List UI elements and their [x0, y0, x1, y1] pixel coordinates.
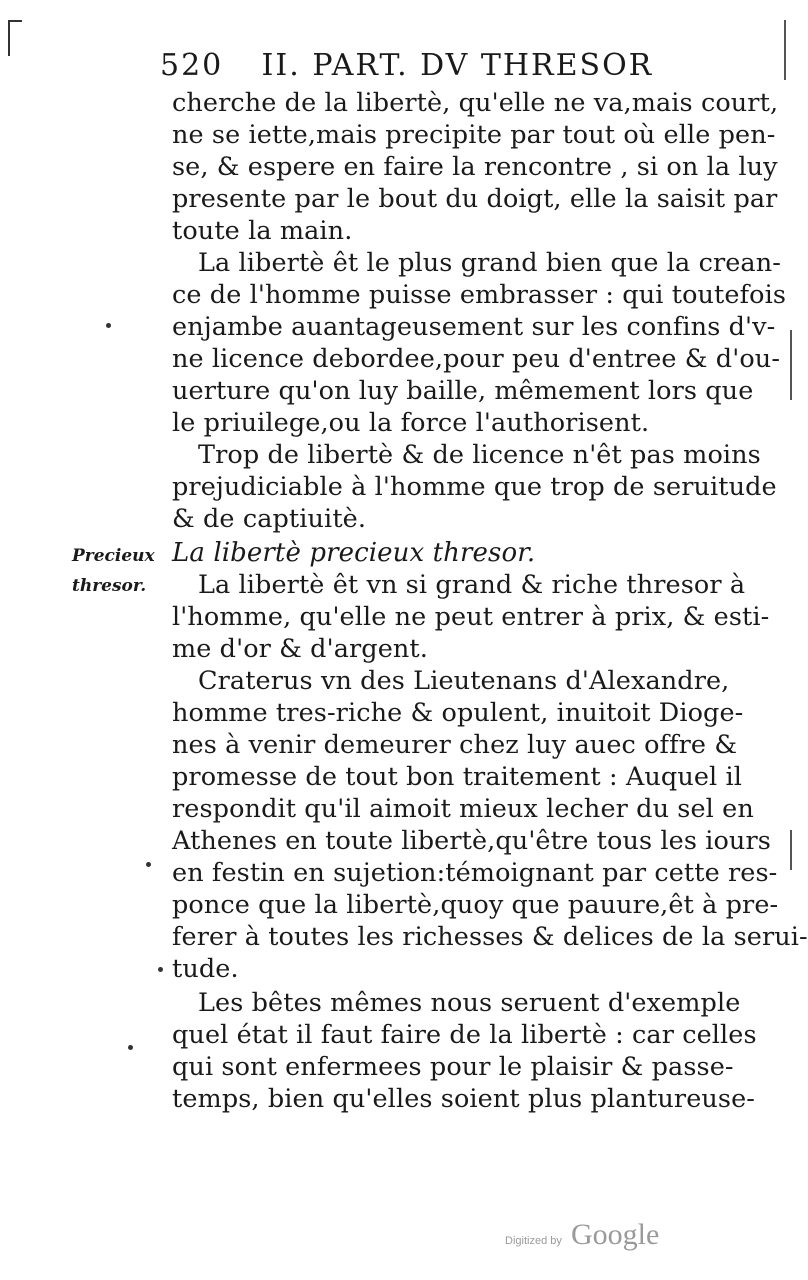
- text-line: enjambe auantageusement sur les confins d'v-: [172, 312, 776, 342]
- text-line: Craterus vn des Lieutenans d'Alexandre,: [198, 666, 730, 696]
- page-number: 520: [160, 48, 224, 83]
- text-line: Les bêtes mêmes nous seruent d'exemple: [198, 988, 741, 1018]
- text-line: ne licence debordee,pour peu d'entree & d'ou-: [172, 344, 781, 374]
- watermark-prefix: Digitized by: [505, 1235, 562, 1247]
- text-line: quel état il faut faire de la libertè : car celles: [172, 1020, 757, 1050]
- text-line: ferer à toutes les richesses & delices de la serui-: [172, 922, 808, 952]
- text-line: ponce que la libertè,quoy que pauure,êt à pre-: [172, 890, 779, 920]
- text-line: le priuilege,ou la force l'authorisent.: [172, 408, 650, 438]
- text-line: ne se iette,mais precipite par tout où elle pen-: [172, 120, 776, 150]
- google-logo: Google: [570, 1218, 660, 1251]
- text-line: en festin en sujetion:témoignant par cette res-: [172, 858, 778, 888]
- section-heading: La libertè precieux thresor.: [172, 538, 536, 568]
- margin-note-line-1: Precieux: [72, 546, 155, 566]
- text-line: toute la main.: [172, 216, 353, 246]
- scan-corner-mark: [8, 20, 22, 56]
- text-line: tude.: [172, 954, 239, 984]
- text-line: me d'or & d'argent.: [172, 634, 428, 664]
- scan-edge-line: [784, 20, 786, 80]
- text-line: homme tres-riche & opulent, inuitoit Dioge-: [172, 698, 744, 728]
- text-line: nes à venir demeurer chez luy auec offre &: [172, 730, 738, 760]
- text-line: Trop de libertè & de licence n'êt pas moins: [198, 440, 761, 470]
- text-line: qui sont enfermees pour le plaisir & passe-: [172, 1052, 734, 1082]
- scan-edge-line: [790, 330, 792, 400]
- text-line: uerture qu'on luy baille, mêmement lors que: [172, 376, 754, 406]
- text-line: l'homme, qu'elle ne peut entrer à prix, & esti-: [172, 602, 770, 632]
- stray-mark: [158, 967, 163, 972]
- stray-mark: [106, 323, 111, 328]
- text-line: respondit qu'il aimoit mieux lecher du sel en: [172, 794, 754, 824]
- digitized-watermark: [505, 1218, 659, 1252]
- text-line: La libertè êt vn si grand & riche thresor à: [198, 570, 746, 600]
- margin-note-line-2: thresor.: [72, 576, 147, 596]
- stray-mark: [146, 862, 151, 867]
- stray-mark: [128, 1045, 133, 1050]
- text-line: Athenes en toute libertè,qu'être tous les iours: [172, 826, 771, 856]
- scan-edge-line: [790, 830, 792, 870]
- text-line: prejudiciable à l'homme que trop de seruitude: [172, 472, 777, 502]
- text-line: presente par le bout du doigt, elle la saisit par: [172, 184, 778, 214]
- text-line: promesse de tout bon traitement : Auquel il: [172, 762, 743, 792]
- running-title: II. PART. DV THRESOR: [261, 48, 654, 83]
- text-line: cherche de la libertè, qu'elle ne va,mais court,: [172, 88, 779, 118]
- text-line: se, & espere en faire la rencontre , si on la luy: [172, 152, 778, 182]
- text-line: & de captiuitè.: [172, 504, 367, 534]
- running-header: [160, 48, 680, 88]
- text-line: La libertè êt le plus grand bien que la crean-: [198, 248, 781, 278]
- text-line: ce de l'homme puisse embrasser : qui toutefois: [172, 280, 787, 310]
- text-line: temps, bien qu'elles soient plus plantureuse-: [172, 1084, 756, 1114]
